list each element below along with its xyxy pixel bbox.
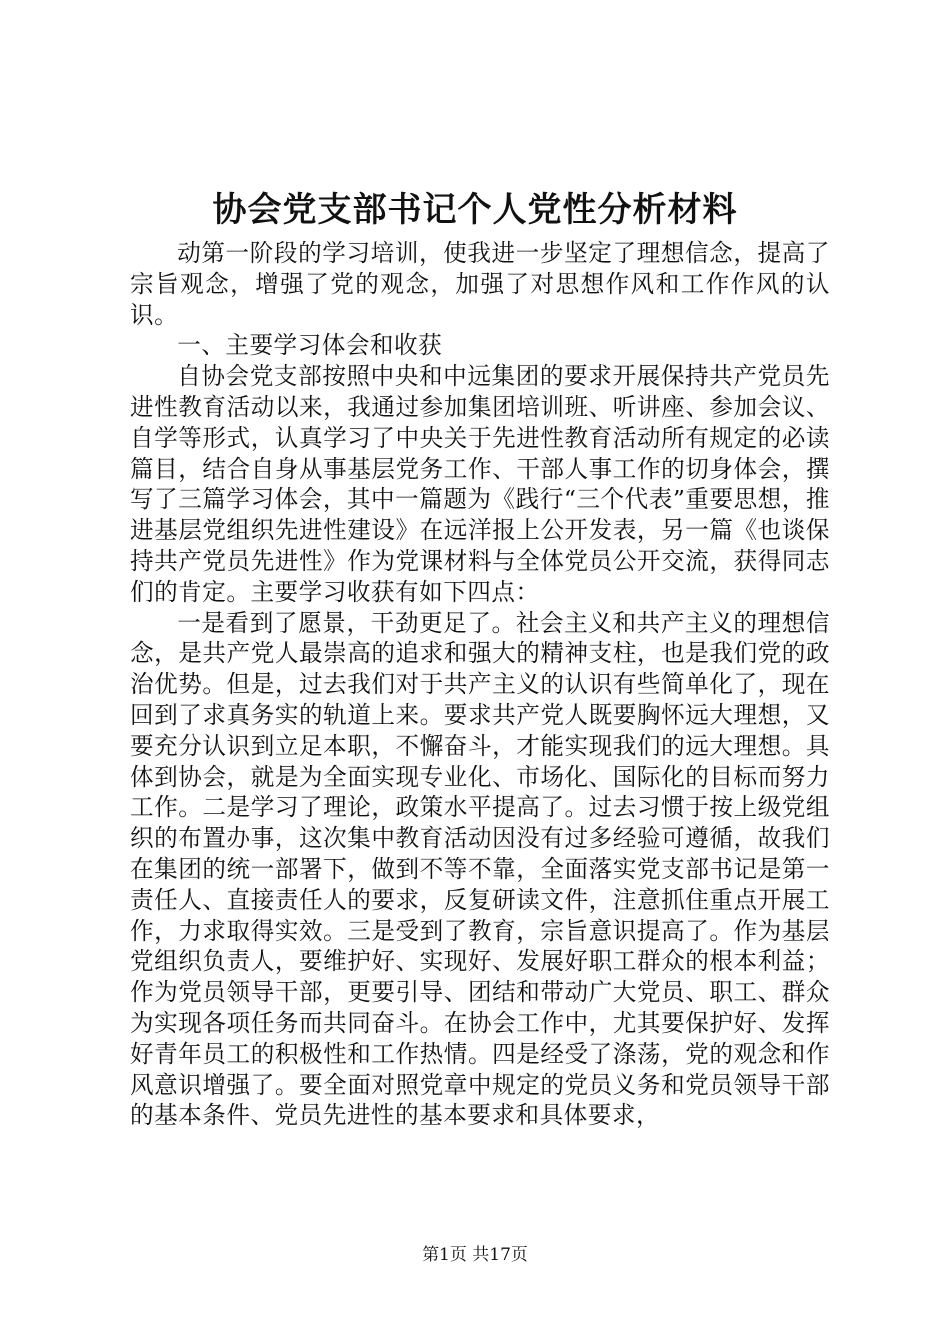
section-heading: 一、主要学习体会和收获 <box>177 331 443 360</box>
paragraph-study-activities: 自协会党支部按照中央和中远集团的要求开展保持共产党员先进性教育活动以来，我通过参加集团培训班、听讲座、参加会议、自学等形式，认真学习了中央关于先进性教育活动所有规定的必读篇目，结合自身从事基层党务工作、干部人事工作的切身体会，撰写了三篇学习体会，其中一篇题为《践行“三个代表”重要思想，推进基层党组织先进性建设》在远洋报上公开发表，另一篇《也谈保持共产党员先进性》作为党课材料与全体党员公开交流，获得同志们的肯定。主要学习收获有如下四点： <box>130 362 830 606</box>
document-body <box>130 238 830 1131</box>
document-title: 协会党支部书记个人党性分析材料 <box>212 190 738 230</box>
paragraph-four-gains: 一是看到了愿景，干劲更足了。社会主义和共产主义的理想信念，是共产党人最崇高的追求和强大的精神支柱，也是我们党的政治优势。但是，过去我们对于共产主义的认识有些简单化了，现在回到了求真务实的轨道上来。要求共产党人既要胸怀远大理想，又要充分认识到立足本职，不懈奋斗，才能实现我们的远大理想。具体到协会，就是为全面实现专业化、市场化、国际化的目标而努力工作。二是学习了理论，政策水平提高了。过去习惯于按上级党组织的布置办事，这次集中教育活动因没有过多经验可遵循，故我们在集团的统一部署下，做到不等不靠，全面落实党支部书记是第一责任人、直接责任人的要求，反复研读文件，注意抓住重点开展工作，力求取得实效。三是受到了教育，宗旨意识提高了。作为基层党组织负责人，要维护好、实现好、发展好职工群众的根本利益；作为党员领导干部，更要引导、团结和带动广大党员、职工、群众为实现各项任务而共同奋斗。在协会工作中，尤其要保护好、发挥好青年员工的积极性和工作热情。四是经受了涤荡，党的观念和作风意识增强了。要全面对照党章中规定的党员义务和党员领导干部的基本条件、党员先进性的基本要求和具体要求， <box>130 608 830 1130</box>
paragraph-intro: 动第一阶段的学习培训，使我进一步坚定了理想信念，提高了宗旨观念，增强了党的观念，加强了对思想作风和工作作风的认识。 <box>130 239 830 329</box>
page-number-footer: 第1页 共17页 <box>422 1245 528 1265</box>
